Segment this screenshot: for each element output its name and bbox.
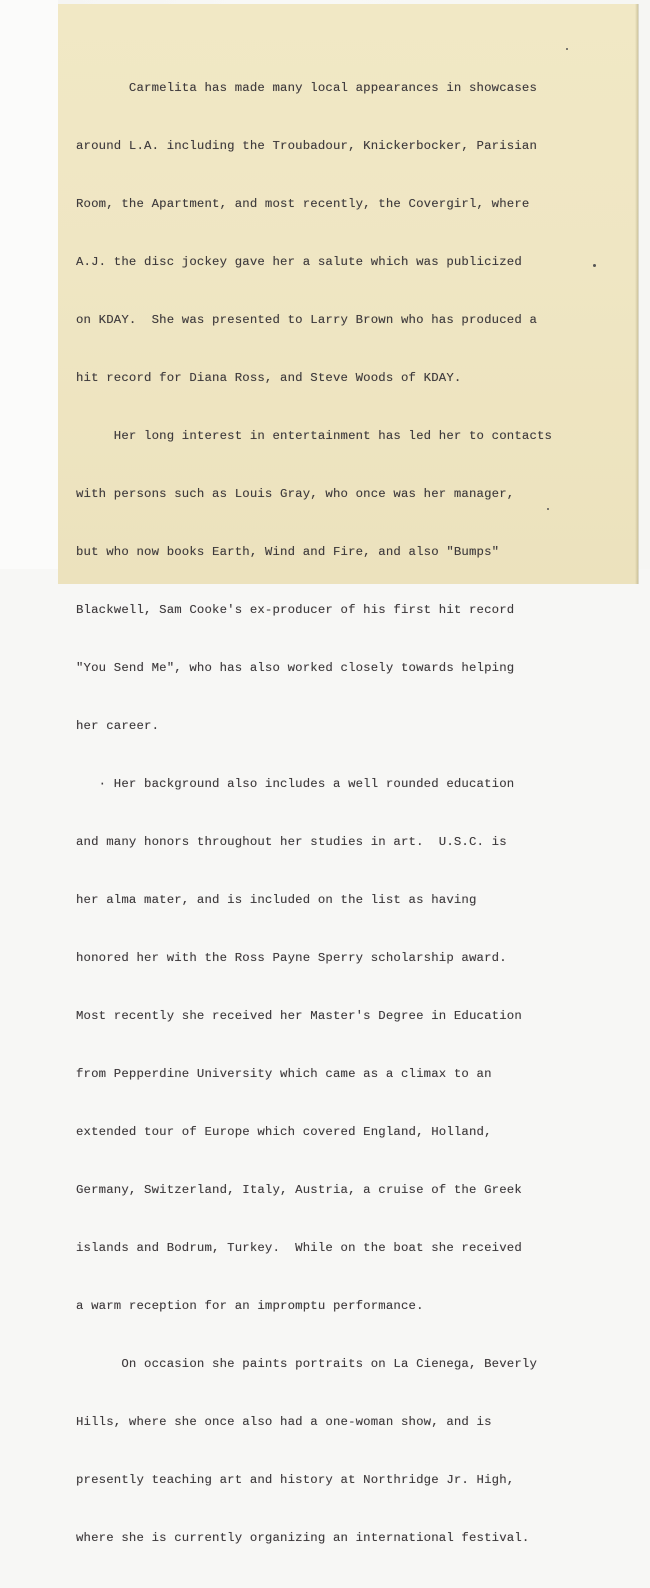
text-line: where she is currently organizing an international festival.	[76, 1531, 530, 1546]
text-line: but who now books Earth, Wind and Fire, and also "Bumps"	[76, 544, 500, 559]
text-line: Blackwell, Sam Cooke's ex-producer of his first hit record	[76, 602, 515, 617]
text-line: and many honors throughout her studies in art. U.S.C. is	[76, 835, 507, 850]
text-line: with persons such as Louis Gray, who once was her manager,	[76, 486, 515, 501]
text-line: presently teaching art and history at Northridge Jr. High,	[76, 1473, 515, 1488]
text-line: on KDAY. She was presented to Larry Brown who has produced a	[76, 312, 538, 327]
paper-speck	[593, 264, 596, 267]
text-line: islands and Bodrum, Turkey. While on the boat she received	[76, 1241, 522, 1256]
text-line: · Her background also includes a well rounded education	[76, 777, 515, 792]
text-line: "You Send Me", who has also worked closely towards helping	[76, 661, 515, 675]
typewritten-text	[76, 40, 576, 1588]
text-line: her career.	[76, 719, 160, 734]
text-line: Room, the Apartment, and most recently, the Covergirl, where	[76, 196, 530, 211]
text-line: her alma mater, and is included on the list as having	[76, 893, 477, 908]
text-line: from Pepperdine University which came as a climax to an	[76, 1067, 492, 1082]
text-line: honored her with the Ross Payne Sperry scholarship award.	[76, 951, 507, 966]
text-line: On occasion she paints portraits on La Cienega, Beverly	[76, 1357, 538, 1372]
text-line: A.J. the disc jockey gave her a salute which was publicized	[76, 254, 522, 269]
scan-background-strip	[0, 0, 58, 569]
text-line: Carmelita has made many local appearances in showcases	[76, 80, 538, 95]
paper-speck	[547, 508, 549, 510]
text-line: extended tour of Europe which covered England, Holland,	[76, 1125, 492, 1140]
text-line: around L.A. including the Troubadour, Knickerbocker, Parisian	[76, 138, 538, 153]
text-line: hit record for Diana Ross, and Steve Woods of KDAY.	[76, 370, 462, 385]
paper-edge-shadow	[635, 4, 638, 584]
text-line: a warm reception for an impromptu performance.	[76, 1299, 424, 1314]
text-line: Hills, where she once also had a one-woman show, and is	[76, 1415, 492, 1430]
paper-speck	[566, 48, 568, 50]
text-line: Most recently she received her Master's Degree in Education	[76, 1009, 522, 1024]
text-line: Germany, Switzerland, Italy, Austria, a cruise of the Greek	[76, 1183, 522, 1198]
text-line: Her long interest in entertainment has led her to contacts	[76, 428, 553, 443]
